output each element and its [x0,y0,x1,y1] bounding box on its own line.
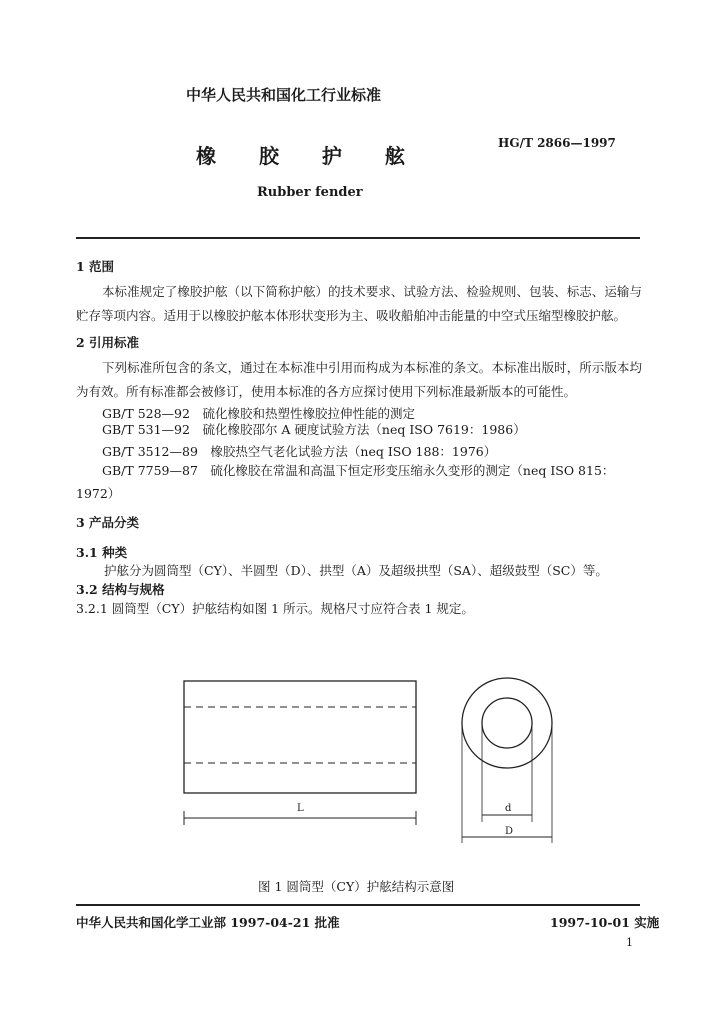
section-1-body: 本标准规定了橡胶护舷（以下简称护舷）的技术要求、试验方法、检验规则、包装、标志、运输与贮存等项内容。适用于以橡胶护舷本体形状变形为主、吸收船舶冲击能量的中空式压缩型橡胶护舷。 [76,284,642,323]
dimension-label-D: D [505,826,514,837]
page-title: 橡 胶 护 舷 [196,144,423,168]
fender-outer-circle [462,678,552,768]
fender-side-view [184,681,416,793]
reference-item: GB/T 7759—87 硫化橡胶在常温和高温下恒定形变压缩永久变形的测定（neq ISO 815： [102,463,615,478]
header-rule [76,237,640,239]
section-2-body: 下列标准所包含的条文，通过在本标准中引用而构成为本标准的条文。本标准出版时，所示版本均为有效。所有标准都会被修订，使用本标准的各方应探讨使用下列标准最新版本的可能性。 [76,360,642,399]
approval-line: 中华人民共和国化学工业部 1997-04-21 批准 [76,915,340,930]
standard-code: HG/T 2866—1997 [498,136,616,150]
reference-item: GB/T 528—92 硫化橡胶和热塑性橡胶拉伸性能的测定 [102,406,415,421]
section-3-1-heading: 3.1 种类 [76,545,128,560]
reference-item: GB/T 3512—89 橡胶热空气老化试验方法（neq ISO 188：1976） [102,444,497,459]
fender-inner-circle [482,698,532,748]
dimension-label-L: L [297,803,304,814]
dimension-label-d: d [505,803,512,814]
footer-rule [76,904,640,906]
section-1-heading: 1 范围 [76,259,115,274]
section-3-2-heading: 3.2 结构与规格 [76,582,165,597]
section-3-heading: 3 产品分类 [76,515,140,530]
section-3-1-body: 护舷分为圆筒型（CY）、半圆型（D）、拱型（A）及超级拱型（SA）、超级鼓型（SC）等。 [104,563,608,578]
section-3-2-1-body: 3.2.1 圆筒型（CY）护舷结构如图 1 所示。规格尺寸应符合表 1 规定。 [76,601,474,616]
reference-item-continued: 1972） [76,486,121,501]
figure-1-caption: 图 1 圆筒型（CY）护舷结构示意图 [258,879,455,894]
issuing-body: 中华人民共和国化工行业标准 [186,86,382,104]
page-number: 1 [626,936,633,949]
effective-date: 1997-10-01 实施 [550,915,660,930]
english-title: Rubber fender [257,185,363,200]
reference-item: GB/T 531—92 硫化橡胶邵尔 A 硬度试验方法（neq ISO 7619：1986） [102,422,526,437]
section-2-heading: 2 引用标准 [76,335,140,350]
